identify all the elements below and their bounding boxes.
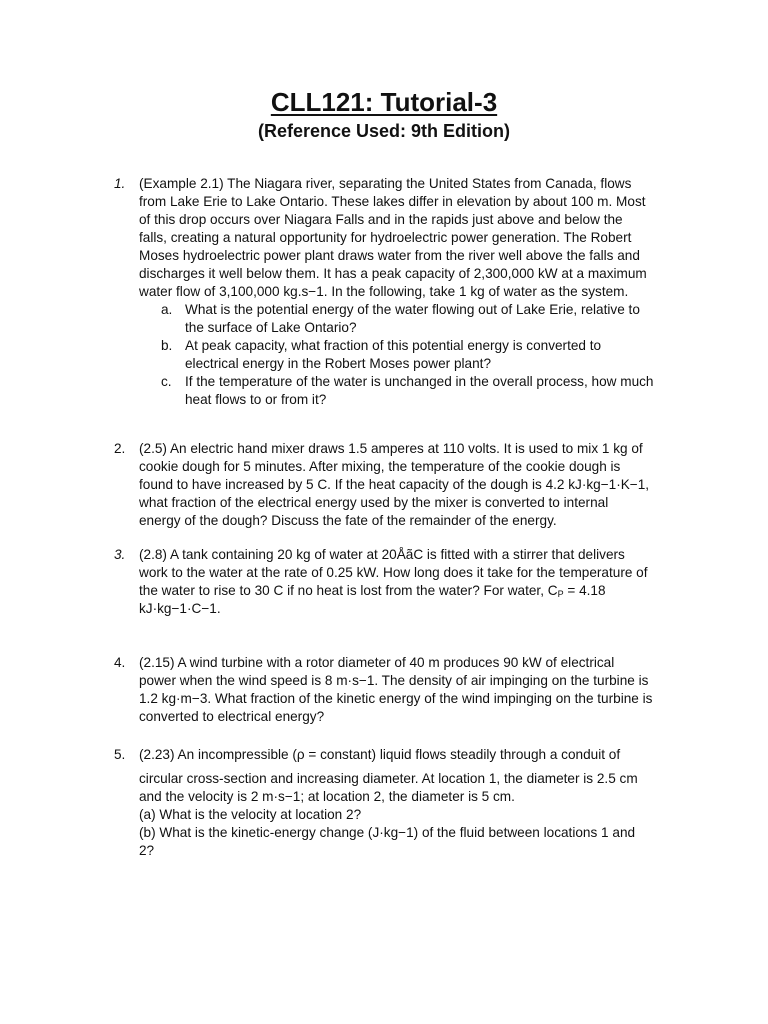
cp-subscript: P [557,589,564,599]
question-text [139,175,684,409]
question-line: circular cross-section and increasing diameter. At location 1, the diameter is 2.5 cm [139,771,638,786]
page-subtitle: (Reference Used: 9th Edition) [257,121,511,141]
question-line: kJ·kg−1·C−1. [139,601,221,616]
sub-question-line: the surface of Lake Ontario? [185,320,357,335]
question-line: of this drop occurs over Niagara Falls and in the rapids just above and below the [139,212,623,227]
question-2 [114,440,684,530]
sub-question-line: If the temperature of the water is unchanged in the overall process, how much [185,374,654,389]
sub-question-line: At peak capacity, what fraction of this potential energy is converted to [185,338,602,353]
question-4 [114,654,684,726]
question-text [139,654,684,726]
question-line: Moses hydroelectric power plant draws water from the river well above the falls and [139,248,640,263]
sub-question-line: electrical energy in the Robert Moses power plant? [185,356,492,371]
question-number: 2. [114,441,126,456]
question-5 [114,746,684,860]
sub-question-letter: b. [161,338,173,353]
question-line: and the velocity is 2 m·s−1; at location 2, the diameter is 5 cm. [139,789,515,804]
question-number: 4. [114,655,126,670]
question-text [139,440,684,530]
question-line: found to have increased by 5 C. If the heat capacity of the dough is 4.2 kJ·kg−1·K−1, [139,477,650,492]
question-line: (2.23) An incompressible (ρ = constant) liquid flows steadily through a conduit of [139,747,621,762]
cp-value: = 4.18 [563,583,606,598]
question-line: discharges it well below them. It has a peak capacity of 2,300,000 kW at a maximum [139,266,647,281]
question-line [139,582,684,600]
question-3 [114,546,684,618]
question-line: work to the water at the rate of 0.25 kW. How long does it take for the temperature of [139,565,648,580]
question-line: falls, creating a natural opportunity for hydroelectric power generation. The Robert [139,230,632,245]
question-text [139,746,684,860]
sub-question-letter: c. [161,374,172,389]
question-line: 2? [139,843,155,858]
question-line: from Lake Erie to Lake Ontario. These lakes differ in elevation by about 100 m. Most [139,194,646,209]
question-text [139,546,684,618]
question-number: 1. [114,176,126,191]
question-line: (2.8) A tank containing 20 kg of water at 20ÅãC is fitted with a stirrer that delivers [139,547,625,562]
question-1 [114,175,684,409]
question-line: cookie dough for 5 minutes. After mixing, the temperature of the cookie dough is [139,459,621,474]
sub-question-a [139,301,684,337]
sub-question-b [139,337,684,373]
question-line: what fraction of the electrical energy used by the mixer is converted to internal [139,495,609,510]
question-line: (b) What is the kinetic-energy change (J·kg−1) of the fluid between locations 1 and [139,825,636,840]
sub-question-letter: a. [161,302,173,317]
question-line: (2.5) An electric hand mixer draws 1.5 amperes at 110 volts. It is used to mix 1 kg of [139,441,643,456]
sub-question-list [139,301,684,409]
question-number: 3. [114,547,126,562]
question-line: power when the wind speed is 8 m·s−1. The density of air impinging on the turbine is [139,673,649,688]
sub-question-line: What is the potential energy of the water flowing out of Lake Erie, relative to [185,302,640,317]
question-line: energy of the dough? Discuss the fate of the remainder of the energy. [139,513,557,528]
question-number: 5. [114,747,126,762]
question-line: converted to electrical energy? [139,709,325,724]
page-title: CLL121: Tutorial-3 [270,87,498,117]
question-line: (2.15) A wind turbine with a rotor diameter of 40 m produces 90 kW of electrical [139,655,615,670]
sub-question-c [139,373,684,409]
question-line: (a) What is the velocity at location 2? [139,807,362,822]
question-line: (Example 2.1) The Niagara river, separating the United States from Canada, flows [139,176,632,191]
question-line-text: the water to rise to 30 C if no heat is lost from the water? For water, C [139,583,558,598]
sub-question-line: heat flows to or from it? [185,392,327,407]
question-line: 1.2 kg·m−3. What fraction of the kinetic energy of the wind impinging on the turbine is [139,691,653,706]
question-line: water flow of 3,100,000 kg.s−1. In the following, take 1 kg of water as the system. [139,284,629,299]
